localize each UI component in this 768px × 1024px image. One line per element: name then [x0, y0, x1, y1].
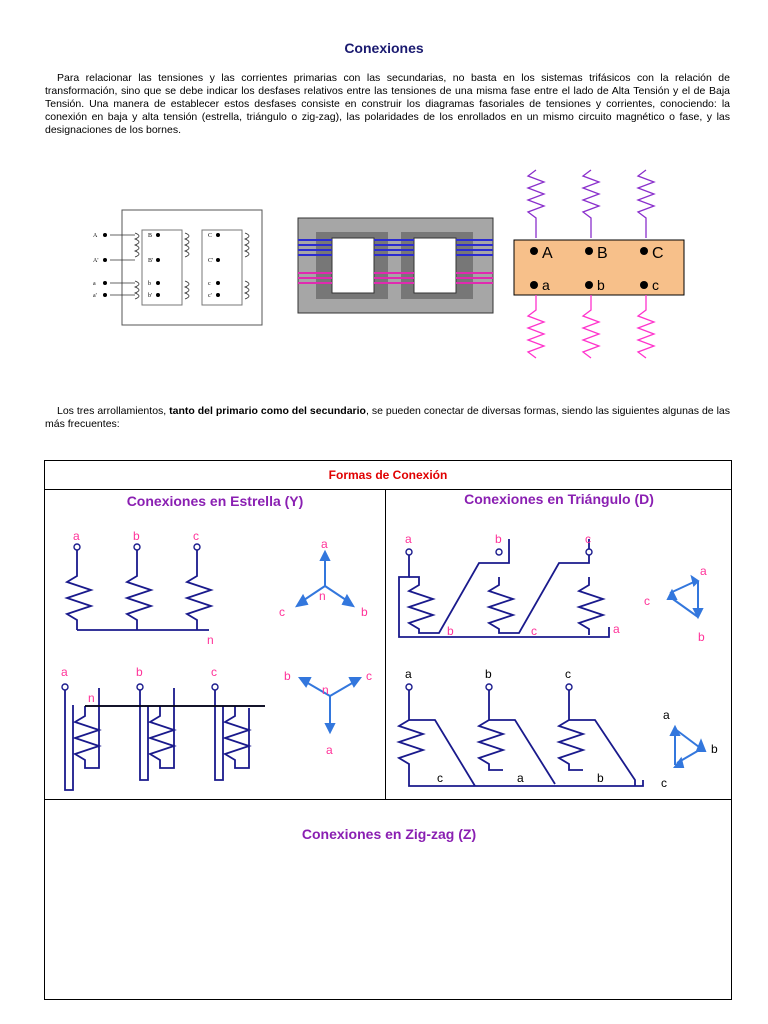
terminal-b: b: [597, 277, 605, 293]
terminal-a: a: [542, 277, 550, 293]
tri2-a-bottom: a: [517, 771, 524, 785]
label-a: a: [93, 281, 96, 287]
terminal-B: B: [597, 245, 608, 262]
label-a-prime: a': [93, 293, 97, 299]
estrella-title: Conexiones en Estrella (Y): [126, 493, 304, 509]
tri1-c-top: c: [585, 532, 591, 546]
phasor1-b: b: [361, 605, 368, 619]
triangulo-diagram-1: [395, 531, 635, 641]
tri2-c-bottom: c: [437, 771, 443, 785]
transformer-schematic: [90, 205, 270, 330]
tri1-a-bottom: a: [613, 622, 620, 636]
transformer-core: [298, 218, 493, 313]
tri2-c-top: c: [565, 667, 571, 681]
estrella1-a: a: [73, 529, 80, 543]
estrella1-b: b: [133, 529, 140, 543]
triangulo-phasor-1: [640, 561, 720, 646]
phasor1-c: c: [279, 605, 285, 619]
triangulo-phasor-2: [655, 701, 730, 791]
triangulo-title: Conexiones en Triángulo (D): [464, 491, 654, 507]
terminal-c: c: [652, 277, 659, 293]
para2-before: Los tres arrollamientos,: [57, 405, 170, 417]
zigzag-title: Conexiones en Zig-zag (Z): [301, 826, 477, 842]
phasor1-a: a: [321, 537, 328, 551]
phasor2-b: b: [284, 669, 291, 683]
tri1-b-top: b: [495, 532, 502, 546]
para2-bold: tanto del primario como del secundario: [169, 405, 366, 417]
tri-phasor1-b: b: [698, 630, 705, 644]
label-A-prime: A': [93, 258, 99, 264]
terminal-box: [512, 165, 687, 370]
estrella-phasor-2: [280, 666, 380, 761]
tri-phasor2-b: b: [711, 742, 718, 756]
phasor2-n: n: [322, 683, 329, 697]
tri-phasor1-a: a: [700, 564, 707, 578]
label-c: c: [208, 281, 211, 287]
terminal-A: A: [542, 245, 553, 262]
connections-table: [44, 460, 732, 1000]
label-B-prime: B': [148, 258, 154, 264]
para2-after: , se pueden conectar de diversas formas, siendo las siguientes algunas de las más frecuentes:: [45, 405, 730, 430]
label-c-prime: c': [208, 293, 212, 299]
intro-text: Para relacionar las tensiones y las corrientes primarias con las secundarias, no basta en los sistemas trifásicos con la relación de transformación, sino que se debe indicar los desfases relativos entre las tensiones de una misma fase entre el lado de Alta Tensión y el de Baja Tensión. Una manera de establecer estos desfases consiste en construir los diagramas fasoriales de tensiones y corrientes, conociendo: la conexión en baja y alta tensión (estrella, triángulo o zig-zag), las polaridades de los enrollados en un mismo circuito magnético o fase, y las designaciones de los bornes.: [45, 72, 730, 136]
estrella-phasor-1: [275, 536, 375, 626]
tri-phasor1-c: c: [644, 594, 650, 608]
label-b-prime: b': [148, 293, 153, 299]
tri1-c-bottom: c: [531, 624, 537, 638]
page-title: Conexiones: [344, 40, 424, 56]
tri-phasor2-a: a: [663, 708, 670, 722]
tri-phasor2-c: c: [661, 776, 667, 790]
estrella-diagram-2: [55, 666, 275, 791]
estrella2-c: c: [211, 665, 217, 679]
tri2-b-top: b: [485, 667, 492, 681]
label-A: A: [93, 233, 98, 239]
label-C-prime: C': [208, 258, 214, 264]
intro-paragraph: [45, 72, 730, 137]
estrella-diagram-1: [65, 526, 235, 646]
tri2-b-bottom: b: [597, 771, 604, 785]
table-header: Formas de Conexión: [45, 461, 731, 490]
estrella1-n: n: [207, 633, 214, 647]
estrella2-n: n: [88, 691, 95, 705]
triangulo-diagram-2: [395, 666, 655, 791]
label-C: C: [208, 233, 213, 239]
phasor2-a: a: [326, 743, 333, 757]
phasor2-c: c: [366, 669, 372, 683]
column-divider: [385, 489, 386, 799]
estrella2-a: a: [61, 665, 68, 679]
second-paragraph: [45, 405, 730, 431]
row-divider: [45, 799, 731, 800]
label-B: B: [148, 233, 153, 239]
label-b: b: [148, 281, 151, 287]
phasor1-n: n: [319, 589, 326, 603]
terminal-C: C: [652, 245, 664, 262]
estrella2-b: b: [136, 665, 143, 679]
tri1-a-top: a: [405, 532, 412, 546]
estrella1-c: c: [193, 529, 199, 543]
tri2-a-top: a: [405, 667, 412, 681]
tri1-b-bottom: b: [447, 624, 454, 638]
